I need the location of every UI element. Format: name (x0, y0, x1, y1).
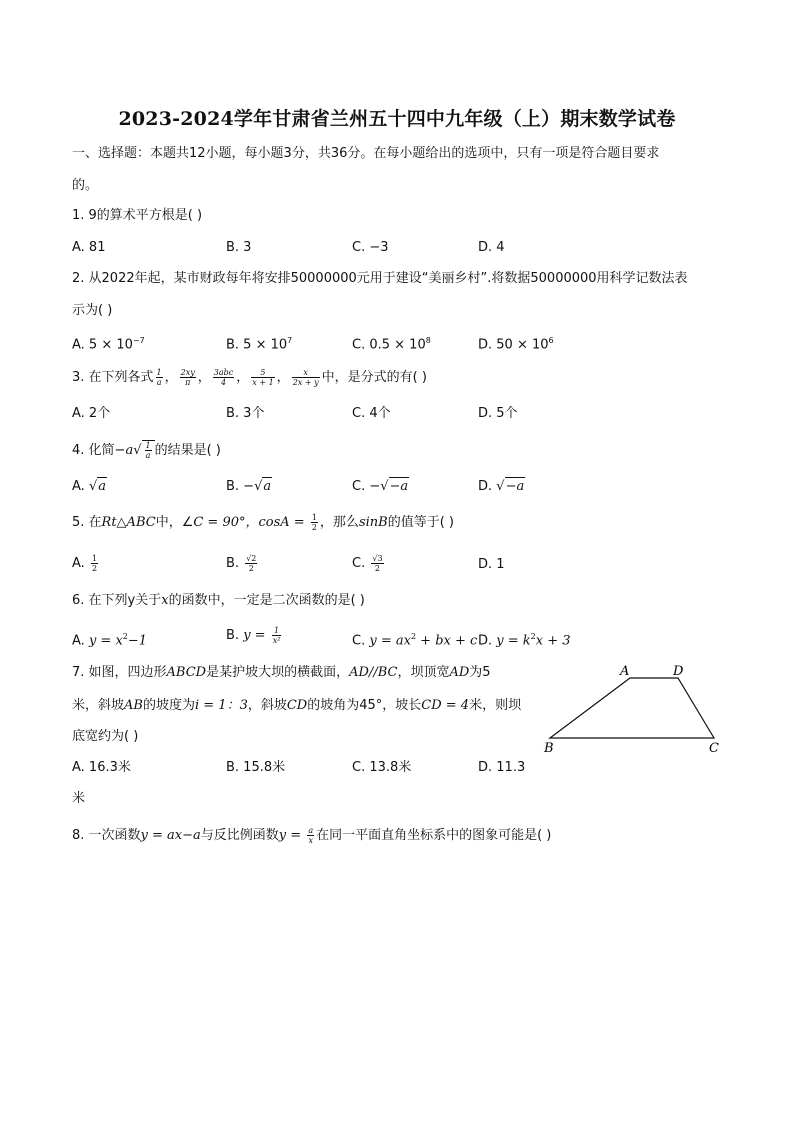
fraction-1-over-a: $\frac{1}{a}$ (145, 441, 151, 460)
trapezoid-outline (550, 678, 714, 738)
q7-option-c: C. 13.8米 (352, 760, 412, 775)
q1-option-d: D. 4 (478, 240, 505, 255)
section-heading-cont: 的。 (72, 178, 99, 193)
q1-option-b: B. 3 (226, 240, 252, 255)
q4-option-b: B. −√a (226, 479, 272, 494)
page-title: 2023-2024学年甘肃省兰州五十四中九年级（上）期末数学试卷 (118, 108, 676, 130)
q2-option-b: B. $5 \times 10^7$ (226, 336, 293, 353)
fraction-a-over-x: $\frac{a}{x}$ (308, 826, 314, 845)
q7-option-d: D. 11.3 (478, 760, 526, 775)
q4-option-a: A. √a (72, 479, 106, 494)
q7-option-b: B. 15.8米 (226, 760, 286, 775)
q5-option-b: B. $\frac{√2}{2}$ (226, 554, 257, 573)
question-8-stem: 8. 一次函数y = ax−a与反比例函数y = $\frac{a}{x}$ 在同一平面直角坐标系中的图象可能是( ) (72, 826, 552, 845)
vertex-label-b: B (544, 741, 554, 755)
q2-option-d: D. $50 \times 10^6$ (478, 336, 554, 353)
question-7-stem-cont: 米，斜坡AB的坡度为i = 1：3，斜坡CD的坡角为45°，坡长CD = 4米，则坝 (72, 698, 522, 713)
q6-option-d: D. $y = k^2x + 3$ (478, 632, 571, 649)
q4-option-d: D. √−a (478, 479, 525, 494)
vertex-label-c: C (709, 741, 719, 755)
q3-option-a: A. 2个 (72, 406, 111, 421)
q7-option-d-wrap: 米 (72, 791, 86, 806)
q5-option-d: D. 1 (478, 557, 505, 572)
question-5-stem: 5. 在Rt△ABC中，∠C = 90°，cosA = $\frac{1}{2}$ ，那么sinB的值等于( ) (72, 513, 454, 532)
q3-option-d: D. 5个 (478, 406, 518, 421)
q3-option-c: C. 4个 (352, 406, 391, 421)
section-heading: 一、选择题：本题共12小题，每小题3分，共36分。在每小题给出的选项中，只有一项是符合题目要求 (72, 146, 660, 161)
q6-option-a: A. $y = x^2-1$ (72, 632, 148, 649)
vertex-label-d: D (673, 664, 684, 679)
q2-option-c: C. $0.5 \times 10^8$ (352, 336, 431, 353)
question-7-stem: 7. 如图，四边形ABCD是某护坡大坝的横截面，AD//BC，坝顶宽AD为5 (72, 665, 491, 680)
q6-option-c: C. $y = ax^2$ + bx + c (352, 632, 478, 649)
q2-option-a: A. $5 \times 10^{-7}$ (72, 336, 145, 353)
question-4-stem: 4. 化简−a√ $\frac{1}{a}$ 的结果是( ) (72, 441, 221, 460)
q5-option-c: C. $\frac{√3}{2}$ (352, 554, 383, 573)
question-7-stem-end: 底宽约为( ) (72, 729, 139, 744)
q4-option-c: C. −√−a (352, 479, 409, 494)
fraction-2xy-over-pi: $\frac{2xy}{\pi}$ (180, 368, 195, 387)
fraction-x-over-2x-plus-y: $\frac{x}{2x + y}$ (292, 368, 319, 387)
vertex-label-a: A (620, 664, 630, 679)
q3-option-b: B. 3个 (226, 406, 265, 421)
fraction-1-over-2: $\frac{1}{2}$ (311, 513, 317, 532)
question-6-stem: 6. 在下列y关于x的函数中，一定是二次函数的是( ) (72, 593, 365, 608)
question-1-stem: 1. 9的算术平方根是( ) (72, 208, 203, 223)
question-2-stem-cont: 示为( ) (72, 303, 113, 318)
q1-option-c: C. −3 (352, 240, 389, 255)
trapezoid-figure (538, 660, 728, 755)
question-2-stem: 2. 从2022年起，某市财政每年将安排50000000元用于建设“美丽乡村”.将数据50000000用科学记数法表 (72, 271, 688, 286)
q5-option-a: A. $\frac{1}{2}$ (72, 554, 98, 573)
fraction-3abc-over-4: $\frac{\text{3abc}}{4}$ (213, 368, 234, 387)
q1-option-a: A. 81 (72, 240, 106, 255)
fraction-1-over-a: $\frac{1}{a}$ (156, 368, 162, 387)
q6-option-b: B. y = $\frac{1}{\text{x²}}$ (226, 626, 281, 645)
question-3-stem: 3. 在下列各式 $\frac{1}{a}$ ， $\frac{2xy}{\pi}$ ， $\frac{\text{3abc}}{4}$ ， $\frac{5}{x + 1}$ ， $\frac{x}{2x + y}$ 中，是分式的有( ) (72, 368, 427, 387)
fraction-5-over-x-plus-1: $\frac{5}{x + 1}$ (252, 368, 274, 387)
q7-option-a: A. 16.3米 (72, 760, 131, 775)
radical-sign-icon: √ (133, 443, 142, 458)
